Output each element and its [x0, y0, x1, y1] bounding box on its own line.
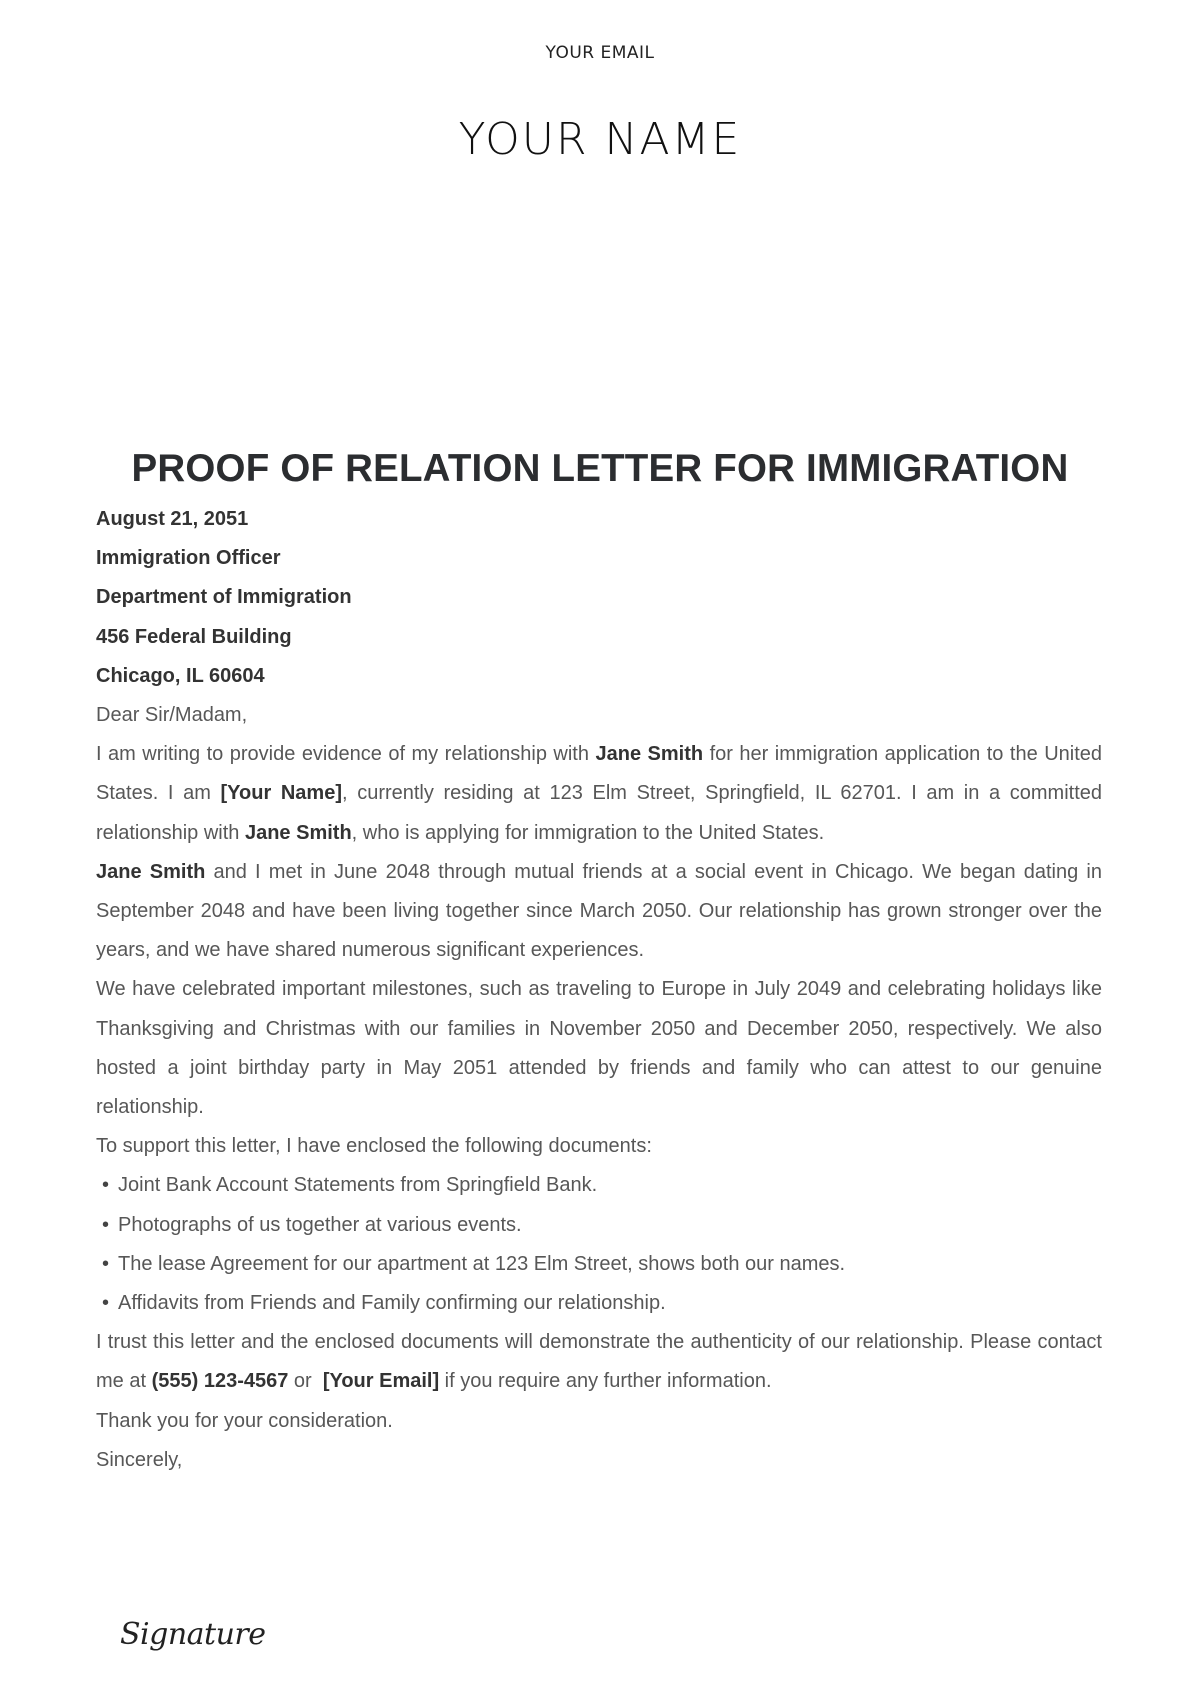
applicant-name: Jane Smith: [595, 743, 704, 766]
paragraph-introduction: [96, 735, 1102, 853]
recipient-department: Department of Immigration: [96, 586, 352, 609]
letter-date: August 21, 2051: [96, 508, 249, 530]
text-run: I trust this letter and the enclosed documents will demonstrate the authenticity of our relationship. Please contact me at: [96, 1331, 1102, 1393]
documents-list: [96, 1166, 1102, 1323]
paragraph-history: [96, 853, 1102, 971]
document-item: • The lease Agreement for our apartment at 123 Elm Street, shows both our names.: [102, 1245, 1102, 1284]
text-run: I am writing to provide evidence of my relationship with: [96, 743, 596, 766]
text-run: or: [288, 1370, 323, 1393]
recipient-address-line1: 456 Federal Building: [96, 625, 292, 648]
signature: Signature: [120, 1617, 266, 1652]
phone-number: (555) 123-4567: [151, 1370, 289, 1393]
document-item: • Joint Bank Account Statements from Springfield Bank.: [102, 1166, 1102, 1205]
documents-intro: To support this letter, I have enclosed the following documents:: [96, 1135, 652, 1158]
recipient-address-line2: Chicago, IL 60604: [96, 664, 265, 687]
applicant-name: Jane Smith: [96, 860, 206, 883]
sender-name-placeholder: [Your Name]: [220, 782, 342, 805]
letter-title: PROOF OF RELATION LETTER FOR IMMIGRATION: [131, 447, 1069, 490]
thanks-line: Thank you for your consideration.: [96, 1409, 393, 1432]
text-run: for her immigration application to the United States. I am: [96, 743, 1103, 805]
header-email: YOUR EMAIL: [545, 43, 655, 63]
document-item: • Affidavits from Friends and Family confirming our relationship.: [102, 1284, 1102, 1323]
applicant-name: Jane Smith: [244, 821, 352, 844]
header-name: YOUR NAME: [458, 114, 742, 165]
paragraph-milestones: We have celebrated important milestones, such as traveling to Europe in July 2049 and celebrating holidays like Thanksgiving and Christmas with our families in November 2050 and December 2050, respectively. We also hosted a joint birthday party in May 2051 attended by friends and family who can attest to our genuine relationship.: [96, 978, 1102, 1119]
document-item: • Photographs of us together at various events.: [102, 1206, 1102, 1245]
text-run: and I met in June 2048 through mutual friends at a social event in Chicago. We began dating in September 2048 and have been living together since March 2050. Our relationship has grown stronger over the years, and we have shared numerous significant experiences.: [96, 860, 1102, 962]
recipient-title: Immigration Officer: [96, 547, 281, 570]
text-run: if you require any further information.: [439, 1370, 772, 1393]
text-run: , who is applying for immigration to the United States.: [351, 821, 825, 844]
closing-line: Sincerely,: [96, 1448, 183, 1471]
paragraph-contact: [96, 1323, 1102, 1401]
salutation: Dear Sir/Madam,: [96, 704, 248, 727]
letter-body: [96, 500, 1102, 1480]
text-run: , currently residing at 123 Elm Street, Springfield, IL 62701. I am in a committed relationship with: [96, 782, 1102, 844]
email-placeholder: [Your Email]: [322, 1370, 440, 1393]
